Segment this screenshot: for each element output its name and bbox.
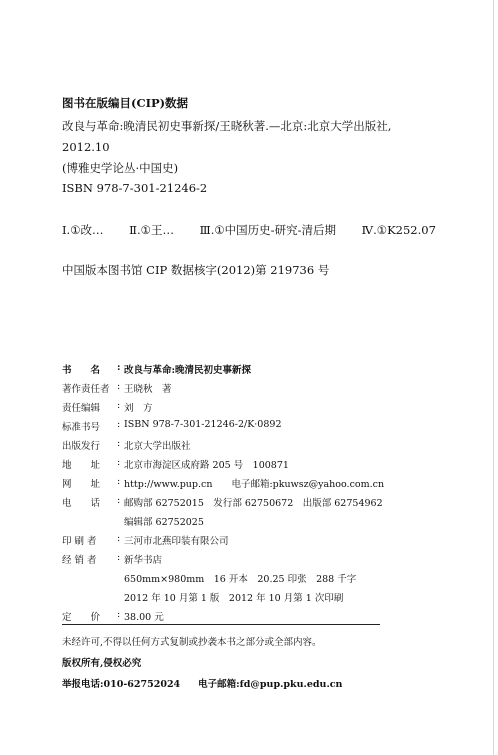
detail-value: 650mm×980mm 16 开本 20.25 印张 288 千字 [124, 574, 357, 585]
detail-label: 电 话 [62, 498, 101, 509]
page-edge [493, 0, 494, 755]
detail-label: 定 价 [62, 612, 101, 623]
report-contact [62, 676, 342, 690]
detail-value: 新华书店 [124, 555, 163, 566]
detail-colon: : [117, 552, 121, 563]
copy-notice: 未经许可,不得以任何方式复制或抄袭本书之部分或全部内容。 [62, 637, 322, 648]
cip-line-2: 2012.10 [62, 140, 110, 154]
detail-colon: : [117, 419, 121, 430]
detail-value: 2012 年 10 月第 1 版 2012 年 10 月第 1 次印刷 [124, 593, 344, 604]
class-4: Ⅳ.①K252.07 [361, 223, 436, 237]
class-1: Ⅰ.①改… [62, 223, 104, 237]
detail-value: 王晓秋 著 [124, 384, 172, 395]
detail-colon: : [117, 495, 121, 506]
detail-label: 出版发行 [62, 441, 101, 452]
detail-value: 北京大学出版社 [124, 441, 191, 452]
cip-series: (博雅史学论丛·中国史) [62, 161, 179, 175]
detail-colon: : [117, 400, 121, 411]
detail-colon: : [117, 438, 121, 449]
cip-classification [62, 222, 458, 238]
cip-line-1: 改良与革命:晚清民初史事新探/王晓秋著.—北京:北京大学出版社, [62, 119, 392, 133]
divider-rule [62, 624, 380, 625]
detail-value: 38.00 元 [124, 612, 164, 623]
detail-label: 责任编辑 [62, 403, 101, 414]
detail-value: 三河市北燕印装有限公司 [124, 536, 229, 547]
rights-reserved: 版权所有,侵权必究 [62, 658, 142, 669]
detail-colon: : [117, 457, 121, 468]
detail-value: 编辑部 62752025 [124, 517, 204, 528]
detail-colon: : [117, 476, 121, 487]
class-2: Ⅱ.①王… [129, 223, 174, 237]
cip-heading: 图书在版编目(CIP)数据 [62, 96, 189, 110]
detail-colon: : [117, 381, 121, 392]
class-3: Ⅲ.①中国历史-研究-清后期 [199, 223, 336, 237]
cip-isbn: ISBN 978-7-301-21246-2 [62, 181, 208, 195]
detail-colon: : [117, 609, 121, 620]
detail-colon: : [117, 362, 121, 373]
detail-label: 印 刷 者 [62, 536, 97, 547]
report-phone: 举报电话:010-62752024 [62, 679, 181, 690]
detail-value: 刘 方 [124, 403, 153, 414]
detail-label: 经 销 者 [62, 555, 97, 566]
detail-label: 地 址 [62, 460, 101, 471]
detail-value: 邮购部 62752015 发行部 62750672 出版部 62754962 [124, 498, 383, 509]
detail-label: 书 名 [62, 365, 101, 376]
detail-label: 标准书号 [62, 422, 101, 433]
detail-value: http://www.pup.cn 电子邮箱:pkuwsz@yahoo.com.cn [124, 479, 385, 490]
cip-verify-number: 中国版本图书馆 CIP 数据核字(2012)第 219736 号 [62, 263, 330, 277]
detail-value: ISBN 978-7-301-21246-2/K·0892 [124, 419, 282, 430]
detail-value: 北京市海淀区成府路 205 号 100871 [124, 460, 289, 471]
detail-colon: : [117, 533, 121, 544]
detail-value: 改良与革命:晚清民初史事新探 [124, 365, 252, 376]
detail-label: 网 址 [62, 479, 101, 490]
report-email: 电子邮箱:fd@pup.pku.edu.cn [198, 679, 343, 690]
detail-label: 著作责任者 [62, 384, 110, 395]
